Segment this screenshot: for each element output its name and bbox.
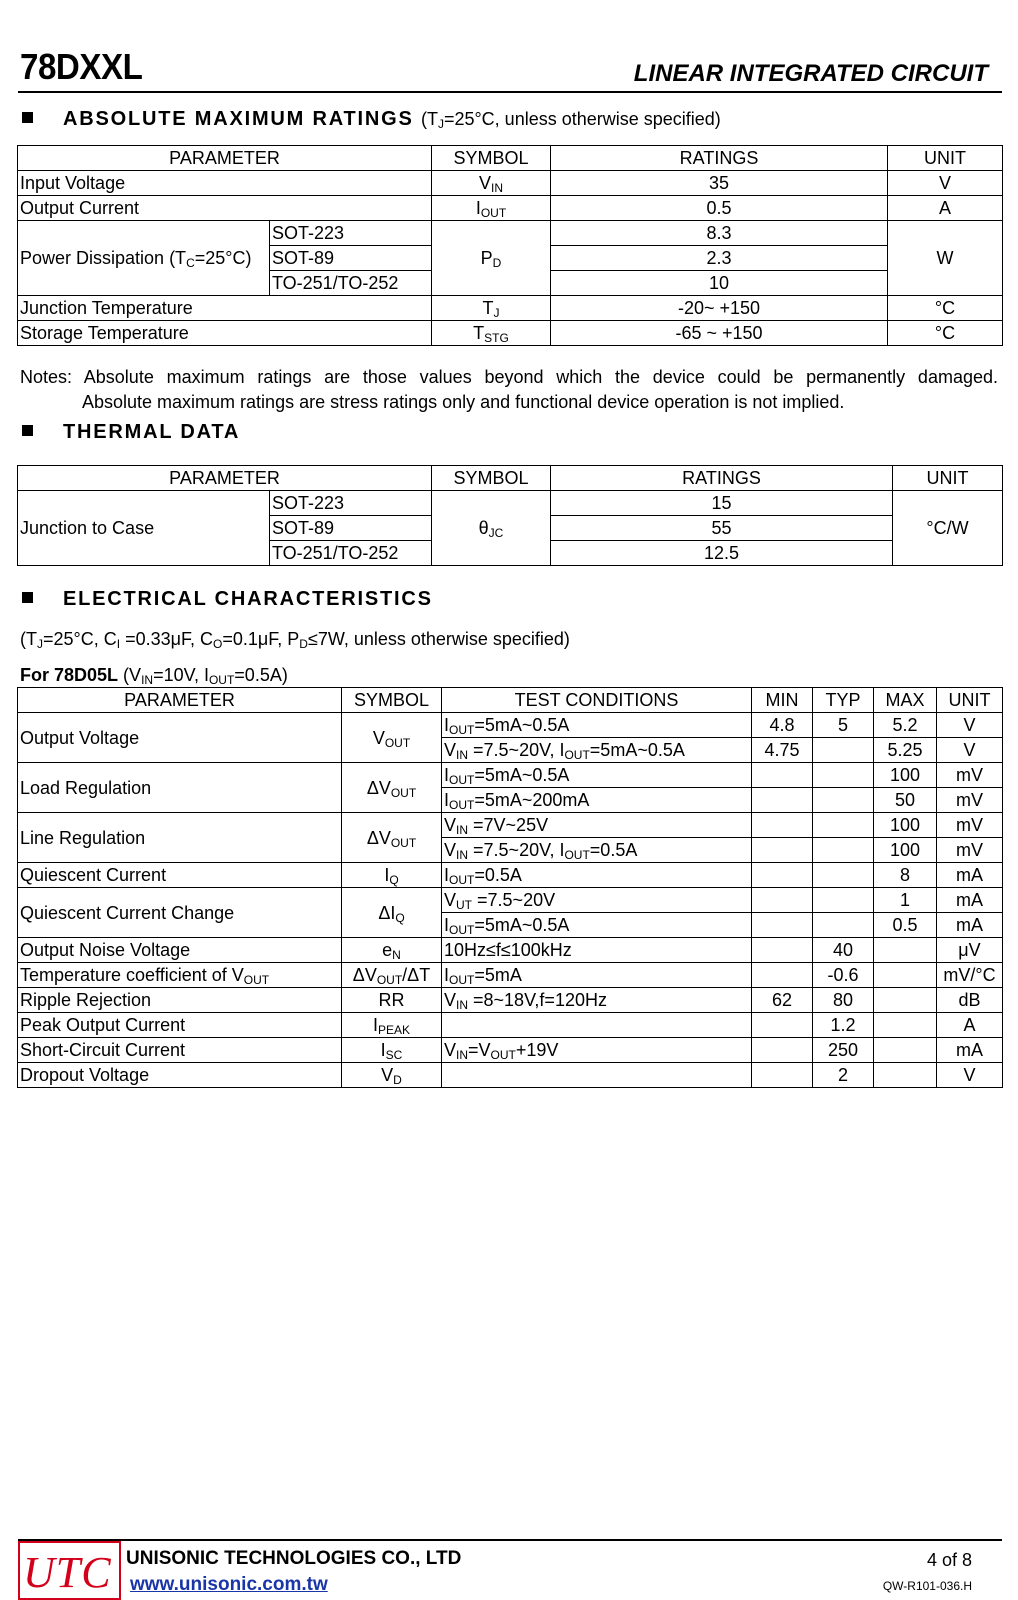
table-row: SOT-89 2.3 [18, 246, 1003, 271]
section-abs-max-title: ABSOLUTE MAXIMUM RATINGS ($T_J=25^\circ C$, unless otherwise specified) [22, 108, 721, 131]
company-name: UNISONIC TECHNOLOGIES CO., LTD [126, 1548, 462, 1569]
page-number: 4 of 8 [926, 1550, 972, 1570]
table-row: TO-251/TO-252 10 [18, 271, 1003, 296]
table-row: Short-Circuit Current $I_{SC}$ $V_{IN}=V_{OUT}+19V$ 250 mA [18, 1038, 1003, 1063]
table-row: Storage Temperature $T_{STG}$ -65 ~ +150 °C [18, 321, 1003, 346]
electrical-table [17, 687, 1003, 1088]
table-header-row: PARAMETER SYMBOL RATINGS UNIT [18, 146, 1003, 171]
abs-max-condition: ($T_J=25^\circ C$, unless otherwise specified) [420, 109, 721, 131]
table-row: Junction Temperature $T_J$ -20~ +150 °C [18, 296, 1003, 321]
section-thermal-title: THERMAL DATA [22, 421, 240, 444]
table-row: Quiescent Current $I_Q$ $I_{OUT}=0.5A$ 8 mA [18, 863, 1003, 888]
table-row: Temperature coefficient of $V_{OUT}$ $\Delta V_{OUT}/\Delta T$ $I_{OUT}=5mA$ -0.6 mV/°C [18, 963, 1003, 988]
square-bullet-icon [22, 592, 33, 603]
square-bullet-icon [22, 425, 33, 436]
table-row: Junction to Case SOT-223 $\theta_{JC}$ 15 °C/W [18, 491, 1003, 516]
table-row: Dropout Voltage $V_D$ 2 V [18, 1063, 1003, 1088]
table-row: Peak Output Current $I_{PEAK}$ 1.2 A [18, 1013, 1003, 1038]
electrical-conditions: ($T_J=25^\circ C$, $C_I =0.33\mu F$, $C_O=0.1\mu F$, $P_D\le 7W$, unless otherwise specified) [20, 629, 570, 651]
table-header-row: PARAMETER SYMBOL RATINGS UNIT [18, 466, 1003, 491]
table-row: Input Voltage $V_{IN}$ 35 V [18, 171, 1003, 196]
table-row: $I_{OUT}=5mA\sim 0.5A$ 0.5 mA [18, 913, 1003, 938]
table-row: Load Regulation $\Delta V_{OUT}$ $I_{OUT}=5mA\sim 0.5A$ 100 mV [18, 763, 1003, 788]
table-row: Output Voltage $V_{OUT}$ $I_{OUT}=5mA\sim 0.5A$ 4.8 5 5.2 V [18, 713, 1003, 738]
document-number: QW-R101-036.H [882, 1579, 972, 1593]
device-condition-line: For 78D05L ($V_{IN}=10V$, $I_{OUT}=0.5A$) [20, 665, 288, 687]
table-row: $V_{IN}$ =7.5~20V, $I_{OUT}=5mA\sim 0.5A$ 4.75 5.25 V [18, 738, 1003, 763]
table-row: SOT-89 55 [18, 516, 1003, 541]
utc-logo: UTC [18, 1541, 121, 1600]
square-bullet-icon [22, 112, 33, 123]
table-row: Ripple Rejection RR $V_{IN}$ =8~18V,f=120Hz 62 80 dB [18, 988, 1003, 1013]
document-category: LINEAR INTEGRATED CIRCUIT [633, 60, 988, 87]
table-row: Output Current $I_{OUT}$ 0.5 A [18, 196, 1003, 221]
website-link[interactable]: www.unisonic.com.tw [130, 1574, 328, 1595]
table-row: Output Noise Voltage $e_N$ 10Hz≤f≤100kHz 40 μV [18, 938, 1003, 963]
table-header-row: PARAMETER SYMBOL TEST CONDITIONS MIN TYP MAX UNIT [18, 688, 1003, 713]
footer-divider [18, 1539, 1002, 1541]
abs-max-table [17, 145, 1003, 346]
section-electrical-title: ELECTRICAL CHARACTERISTICS [22, 588, 433, 611]
table-row: $I_{OUT}=5mA\sim 200mA$ 50 mV [18, 788, 1003, 813]
table-row: TO-251/TO-252 12.5 [18, 541, 1003, 566]
notes-line-2: Absolute maximum ratings are stress ratings only and functional device operation is not implied. [82, 392, 845, 412]
table-row: $V_{IN}$ =7.5~20V, $I_{OUT}=0.5A$ 100 mV [18, 838, 1003, 863]
header-divider [18, 91, 1002, 93]
thermal-table [17, 465, 1003, 566]
notes-line-1: Notes: Absolute maximum ratings are those values beyond which the device could be permanently damaged. [20, 367, 998, 387]
table-row: Power Dissipation $(T_C=25^\circ C)$ SOT-223 $P_D$ 8.3 W [18, 221, 1003, 246]
notes [20, 365, 998, 415]
table-row: Line Regulation $\Delta V_{OUT}$ $V_{IN}$ =7V~25V 100 mV [18, 813, 1003, 838]
part-number: 78DXXL [20, 46, 143, 87]
table-row: Quiescent Current Change $\Delta I_Q$ $V_{UT}$ =7.5~20V 1 mA [18, 888, 1003, 913]
